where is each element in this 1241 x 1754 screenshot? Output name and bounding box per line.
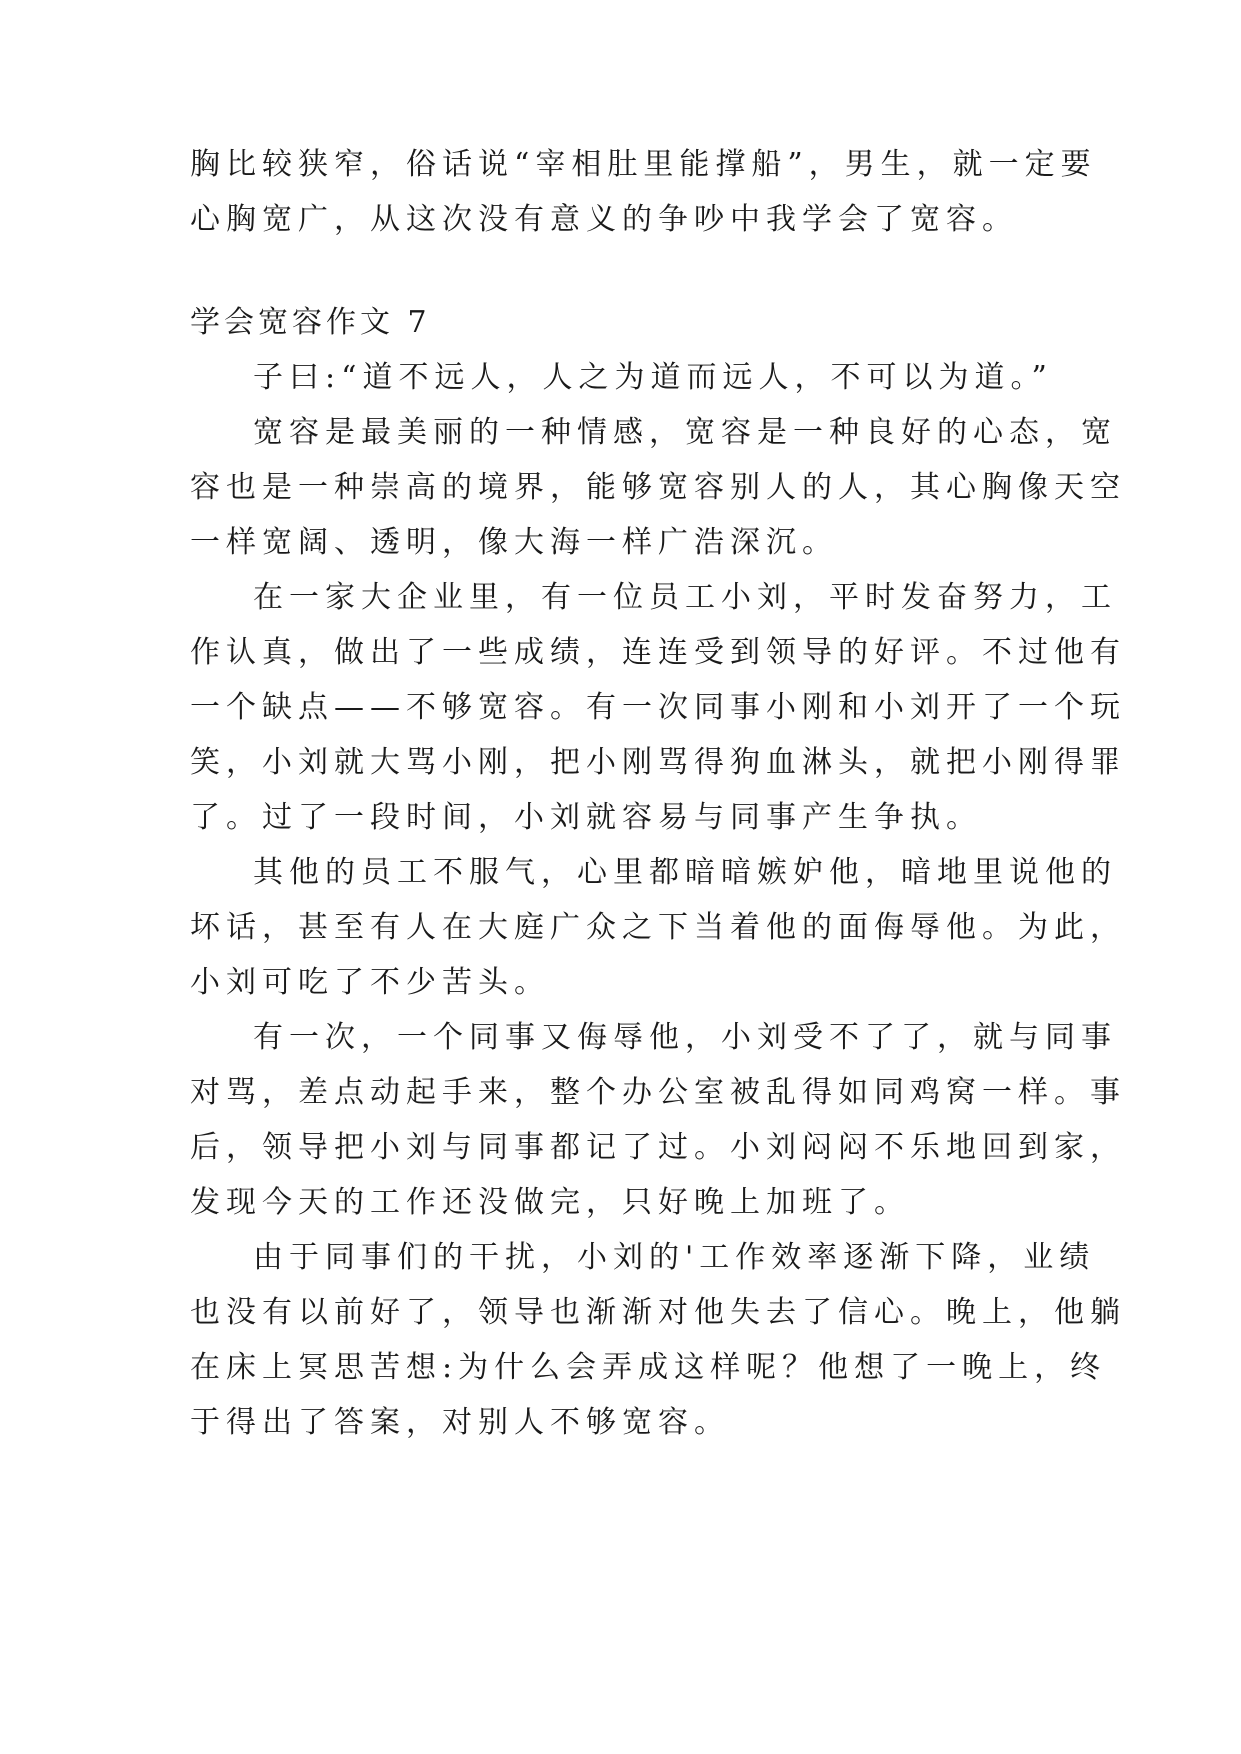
text-line: 一个缺点——不够宽容。有一次同事小刚和小刘开了一个玩 [190, 690, 1126, 725]
text-line: 一样宽阔、透明，像大海一样广浩深沉。 [190, 525, 838, 560]
text-line: 在一家大企业里，有一位员工小刘，平时发奋努力，工 [253, 580, 1117, 615]
text-line: 作认真，做出了一些成绩，连连受到领导的好评。不过他有 [190, 635, 1126, 670]
text-line: 对骂，差点动起手来，整个办公室被乱得如同鸡窝一样。事 [190, 1075, 1126, 1110]
text-line: 心胸宽广，从这次没有意义的争吵中我学会了宽容。 [190, 202, 1018, 237]
text-line: 胸比较狭窄，俗话说“宰相肚里能撑船”，男生，就一定要 [190, 147, 1097, 182]
text-line: 其他的员工不服气，心里都暗暗嫉妒他，暗地里说他的 [253, 855, 1117, 890]
text-line: 于得出了答案，对别人不够宽容。 [190, 1405, 730, 1440]
text-line: 也没有以前好了，领导也渐渐对他失去了信心。晚上，他躺 [190, 1295, 1126, 1330]
text-line: 由于同事们的干扰，小刘的'工作效率逐渐下降，业绩 [253, 1240, 1096, 1275]
text-line: 后，领导把小刘与同事都记了过。小刘闷闷不乐地回到家， [190, 1130, 1126, 1165]
quote-line: 子曰:“道不远人，人之为道而远人，不可以为道。” [253, 360, 1053, 395]
text-line: 有一次，一个同事又侮辱他，小刘受不了了，就与同事 [253, 1020, 1117, 1055]
text-line: 坏话，甚至有人在大庭广众之下当着他的面侮辱他。为此， [190, 910, 1126, 945]
text-line: 宽容是最美丽的一种情感，宽容是一种良好的心态，宽 [253, 415, 1117, 450]
text-line: 笑，小刘就大骂小刚，把小刚骂得狗血淋头，就把小刚得罪 [190, 745, 1126, 780]
essay-title: 学会宽容作文 7 [190, 305, 431, 340]
text-line: 在床上冥思苦想:为什么会弄成这样呢？他想了一晚上，终 [190, 1350, 1107, 1385]
text-line: 了。过了一段时间，小刘就容易与同事产生争执。 [190, 800, 982, 835]
text-line: 发现今天的工作还没做完，只好晚上加班了。 [190, 1185, 910, 1220]
text-line: 容也是一种崇高的境界，能够宽容别人的人，其心胸像天空 [190, 470, 1126, 505]
text-line: 小刘可吃了不少苦头。 [190, 965, 550, 1000]
